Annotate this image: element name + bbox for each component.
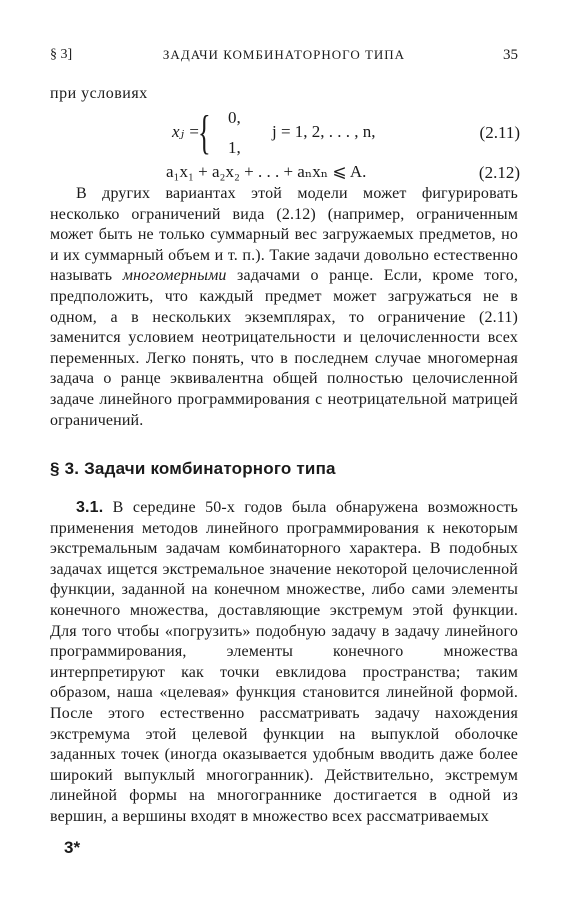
emphasis-term: многомерными [122, 267, 227, 285]
eq-2-11-lhs: xⱼ = [172, 122, 200, 141]
eq-2-11-case-0: 0, [228, 108, 241, 127]
eq-2-11-condition: j = 1, 2, . . . , n, [272, 122, 376, 141]
eq-2-11-case-1: 1, [228, 138, 241, 157]
paragraph-3-1 [50, 498, 518, 828]
signature-mark: 3* [64, 838, 81, 857]
eq-2-12-number: (2.12) [478, 163, 520, 182]
section-heading: § 3. Задачи комбинаторного типа [50, 459, 336, 478]
paragraph1-text-a: В других вариантах этой модели может фигурировать несколько ограничений вида (2.12) (например, ограниченным может быть не только суммарный вес загружаемых предметов, но и их суммарный объем и т. п.). Такие задачи довольно естественно называть [50, 185, 518, 285]
eq-2-12-expression: a₁x₁ + a₂x₂ + . . . + aₙxₙ ⩽ A. [166, 162, 367, 181]
left-brace-symbol: { [198, 106, 211, 159]
equation-block [50, 105, 520, 195]
running-header [50, 44, 518, 66]
header-section-ref: § 3] [50, 47, 73, 62]
paragraph1-text-b: задачами о ранце. Если, кроме того, предположить, что каждый предмет может загружаться не в одном, а в нескольких экземплярах, то ограничение (2.11) заменится условием неотрицательности и целочисленности всех переменных. Легко понять, что в последнем случае многомерная задача о ранце эквивалентна общей полностью целочисленной задаче линейного программирования с неотрицательной матрицей ограничений. [50, 267, 518, 429]
eq-2-11-number: (2.11) [479, 123, 520, 142]
page-number: 35 [503, 47, 518, 63]
intro-text: при условиях [50, 85, 148, 102]
paragraph2-text: В середине 50-х годов была обнаружена возможность применения методов линейного программирования к некоторым экстремальным задачам комбинаторного характера. В подобных задачах ищется экстремальное значение некоторой целочисленной функции, заданной на конечном множестве, либо сами элементы конечного множества, доставляющие экстремум этой функции. Для того чтобы «погрузить» подобную задачу в задачу линейного программирования, элементы конечного множества интерпретируют как точки евклидова пространства; таким образом, наша «целевая» функция становится линейной формой. После этого естественно рассматривать задачу нахождения экстремума этой целевой функции на выпуклой оболочке заданных точек (иногда оказывается удобным вводить даже более широкий выпуклый многогранник). Действительно, экстремум линейной формы на многограннике достигается в одной из вершин, а вершины входят в множество всех рассматриваемых [50, 499, 518, 825]
header-title: ЗАДАЧИ КОМБИНАТОРНОГО ТИПА [162, 47, 406, 62]
subsection-label: 3.1. [76, 499, 104, 516]
paragraph-multidimensional-knapsack [50, 184, 518, 431]
